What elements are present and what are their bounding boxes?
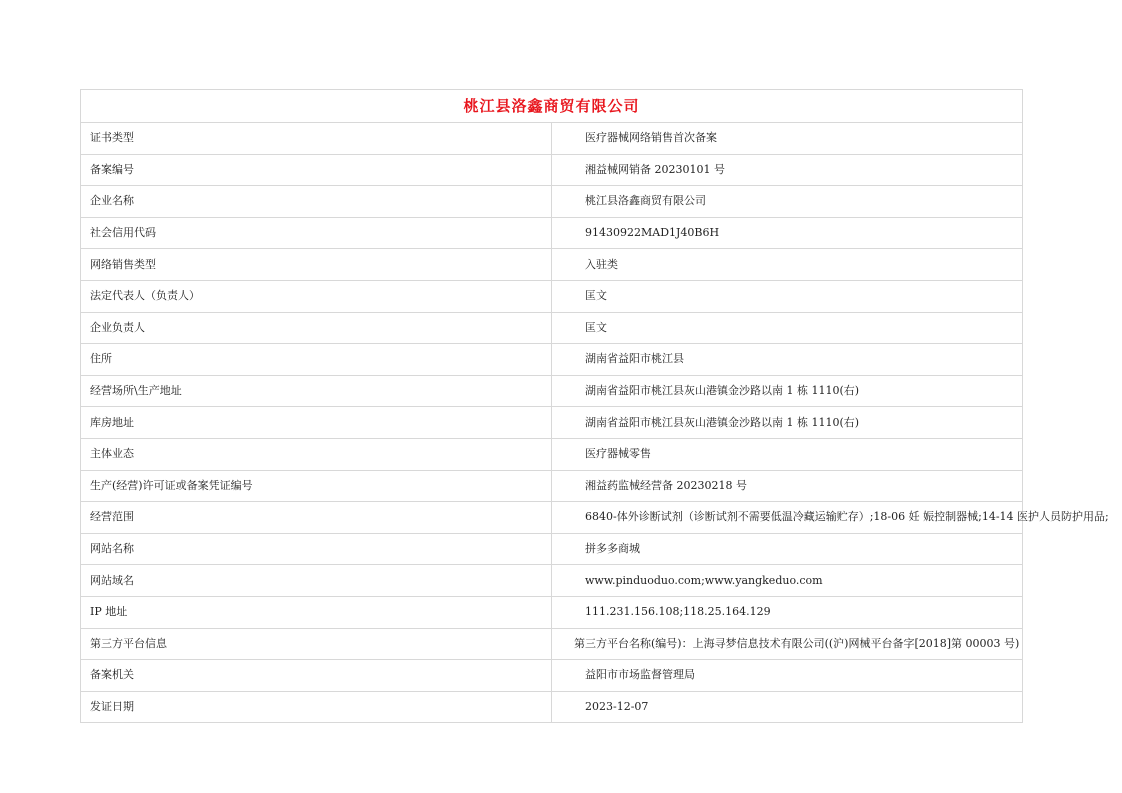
credit-code-value: 91430922MAD1J40B6H (552, 217, 1023, 249)
certificate-type-label: 证书类型 (81, 123, 552, 155)
table-row (81, 249, 1023, 281)
table-row (81, 660, 1023, 692)
website-name-label: 网站名称 (81, 533, 552, 565)
ip-address-label: IP 地址 (81, 596, 552, 628)
table-row (81, 502, 1023, 534)
table-row (81, 565, 1023, 597)
table-row (81, 691, 1023, 723)
business-format-label: 主体业态 (81, 438, 552, 470)
title-row (81, 90, 1023, 123)
platform-info-value: 第三方平台名称(编号)：上海寻梦信息技术有限公司((沪)网械平台备字[2018]第 00003 号) (552, 628, 1023, 660)
business-address-value: 湖南省益阳市桃江县灰山港镇金沙路以南 1 栋 1110(右) (552, 375, 1023, 407)
table-row (81, 407, 1023, 439)
legal-representative-label: 法定代表人（负责人） (81, 280, 552, 312)
table-row (81, 186, 1023, 218)
table-row (81, 533, 1023, 565)
ip-address-value: 111.231.156.108;118.25.164.129 (552, 596, 1023, 628)
business-address-label: 经营场所\生产地址 (81, 375, 552, 407)
license-number-value: 湘益药监械经营备 20230218 号 (552, 470, 1023, 502)
table-row (81, 154, 1023, 186)
business-scope-label: 经营范围 (81, 502, 552, 534)
table-row (81, 375, 1023, 407)
warehouse-address-value: 湖南省益阳市桃江县灰山港镇金沙路以南 1 栋 1110(右) (552, 407, 1023, 439)
warehouse-address-label: 库房地址 (81, 407, 552, 439)
table-row (81, 344, 1023, 376)
business-scope-value: 6840-体外诊断试剂（诊断试剂不需要低温冷藏运输贮存）;18-06 妊 娠控制器械;14-14 医护人员防护用品; (552, 502, 1023, 534)
sales-type-label: 网络销售类型 (81, 249, 552, 281)
table-row (81, 312, 1023, 344)
website-domain-label: 网站域名 (81, 565, 552, 597)
issue-date-value: 2023-12-07 (552, 691, 1023, 723)
domicile-value: 湖南省益阳市桃江县 (552, 344, 1023, 376)
company-title: 桃江县洛鑫商贸有限公司 (81, 90, 1023, 123)
website-name-value: 拼多多商城 (552, 533, 1023, 565)
issue-date-label: 发证日期 (81, 691, 552, 723)
credit-code-label: 社会信用代码 (81, 217, 552, 249)
domicile-label: 住所 (81, 344, 552, 376)
table-row (81, 280, 1023, 312)
filing-authority-label: 备案机关 (81, 660, 552, 692)
license-number-label: 生产(经营)许可证或备案凭证编号 (81, 470, 552, 502)
table-row (81, 438, 1023, 470)
website-domain-value: www.pinduoduo.com;www.yangkeduo.com (552, 565, 1023, 597)
filing-number-value: 湘益械网销备 20230101 号 (552, 154, 1023, 186)
table-row (81, 217, 1023, 249)
platform-info-label: 第三方平台信息 (81, 628, 552, 660)
business-format-value: 医疗器械零售 (552, 438, 1023, 470)
company-name-value: 桃江县洛鑫商贸有限公司 (552, 186, 1023, 218)
table-row (81, 596, 1023, 628)
table-row (81, 628, 1023, 660)
table-row (81, 470, 1023, 502)
company-head-label: 企业负责人 (81, 312, 552, 344)
company-head-value: 匡文 (552, 312, 1023, 344)
certificate-type-value: 医疗器械网络销售首次备案 (552, 123, 1023, 155)
legal-representative-value: 匡文 (552, 280, 1023, 312)
sales-type-value: 入驻类 (552, 249, 1023, 281)
company-name-label: 企业名称 (81, 186, 552, 218)
filing-number-label: 备案编号 (81, 154, 552, 186)
table-row (81, 123, 1023, 155)
filing-authority-value: 益阳市市场监督管理局 (552, 660, 1023, 692)
certificate-table (80, 89, 1109, 723)
